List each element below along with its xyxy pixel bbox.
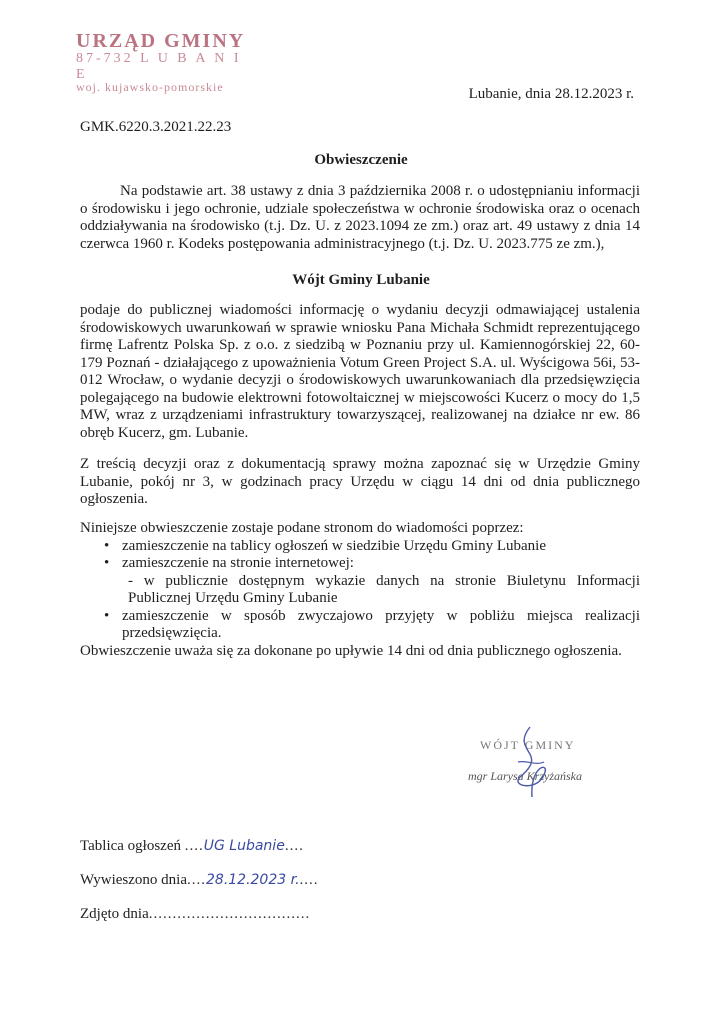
notice-board-dots: ....	[184, 838, 204, 854]
notice-list	[102, 538, 640, 643]
posted-date-dots: ....	[187, 872, 206, 888]
notice-section	[80, 520, 640, 660]
posted-date-line	[80, 872, 319, 889]
notice-intro: Niniejsze obwieszczenie zostaje podane stronom do wiadomości poprzez:	[80, 520, 524, 536]
consultation-paragraph: Z treścią decyzji oraz z dokumentacją sprawy można zapoznać się w Urzędzie Gminy Lubanie, pokój nr 3, w godzinach pracy Urzędu w ciągu 14 dni od dnia publicznego ogłoszenia.	[80, 456, 640, 507]
posted-date-label: Wywieszono dnia	[80, 872, 187, 888]
notice-board-label: Tablica ogłoszeń	[80, 838, 181, 854]
notice-item-bip: - w publicznie dostępnym wykazie danych na stronie Biuletynu Informacji Publicznej Urzędu Gminy Lubanie	[128, 572, 640, 606]
posted-date-dots-end: ....	[299, 872, 319, 888]
stamp-line-region: woj. kujawsko-pomorskie	[76, 80, 224, 94]
posted-date-handwriting: 28.12.2023 r.	[206, 872, 300, 888]
removed-date-line	[80, 906, 310, 923]
notice-item-customary: • zamieszczenie w sposób zwyczajowo przyjęty w pobliżu miejsca realizacji przedsięwzięcia.	[102, 608, 640, 643]
office-stamp	[76, 30, 256, 95]
legal-basis-paragraph: Na podstawie art. 38 ustawy z dnia 3 października 2008 r. o udostępnianiu informacji o środowisku i jego ochronie, udziale społeczeństwa w ochronie środowiska oraz o ocenach oddziaływania na środowisko (t.j. Dz. U. z 2023.1094 ze zm.) oraz art. 49 ustawy z dnia 14 czerwca 1960 r. Kodeks postępowania administracyjnego (t.j. Dz. U. 2023.775 ze zm.),	[80, 183, 640, 252]
notice-item-website	[102, 555, 640, 608]
notice-board-line	[80, 838, 304, 855]
notice-board-dots-end: ....	[284, 838, 304, 854]
document-title: Obwieszczenie	[314, 152, 408, 168]
signatory-name: mgr Larysa Krzyżańska	[468, 769, 583, 783]
notice-item-board: • zamieszczenie na tablicy ogłoszeń w siedzibie Urzędu Gminy Lubanie	[102, 538, 640, 556]
handwritten-signature	[500, 722, 560, 802]
removed-date-label: Zdjęto dnia	[80, 906, 149, 922]
reference-number: GMK.6220.3.2021.22.23	[80, 119, 232, 135]
stamp-line-office: URZĄD GMINY	[76, 30, 246, 52]
signatory-title: WÓJT GMINY	[480, 738, 576, 752]
stamp-line-address: 87-732 L U B A N I E	[76, 51, 242, 82]
closing-statement: Obwieszczenie uważa się za dokonane po upływie 14 dni od dnia publicznego ogłoszenia.	[80, 642, 622, 659]
notice-item-website-label: zamieszczenie na stronie internetowej:	[122, 555, 354, 571]
document-date: Lubanie, dnia 28.12.2023 r.	[468, 86, 634, 102]
notice-board-handwriting: UG Lubanie	[203, 838, 285, 854]
decision-paragraph: podaje do publicznej wiadomości informację o wydaniu decyzji odmawiającej ustalenia środowiskowych uwarunkowań w sprawie wniosku Pana Michała Schmidt reprezentującego firmę Lafrentz Polska Sp. z o.o. z siedzibą w Poznaniu przy ul. Kamiennogórskiej 22, 60-179 Poznań - działającego z upoważnienia Votum Green Project S.A. ul. Wyścigowa 56i, 53-012 Wrocław, o wydanie decyzji o środowiskowych uwarunkowaniach dla przedsięwzięcia polegającego na budowie elektrowni fotowoltaicznej w miejscowości Kucerz o mocy do 1,5 MW, wraz z urządzeniami infrastruktury towarzyszącej, realizowanej na działce nr ew. 86 obręb Kucerz, gm. Lubanie.	[80, 302, 640, 441]
issuing-authority: Wójt Gminy Lubanie	[292, 272, 430, 288]
removed-date-dots: ..................................	[148, 906, 311, 922]
